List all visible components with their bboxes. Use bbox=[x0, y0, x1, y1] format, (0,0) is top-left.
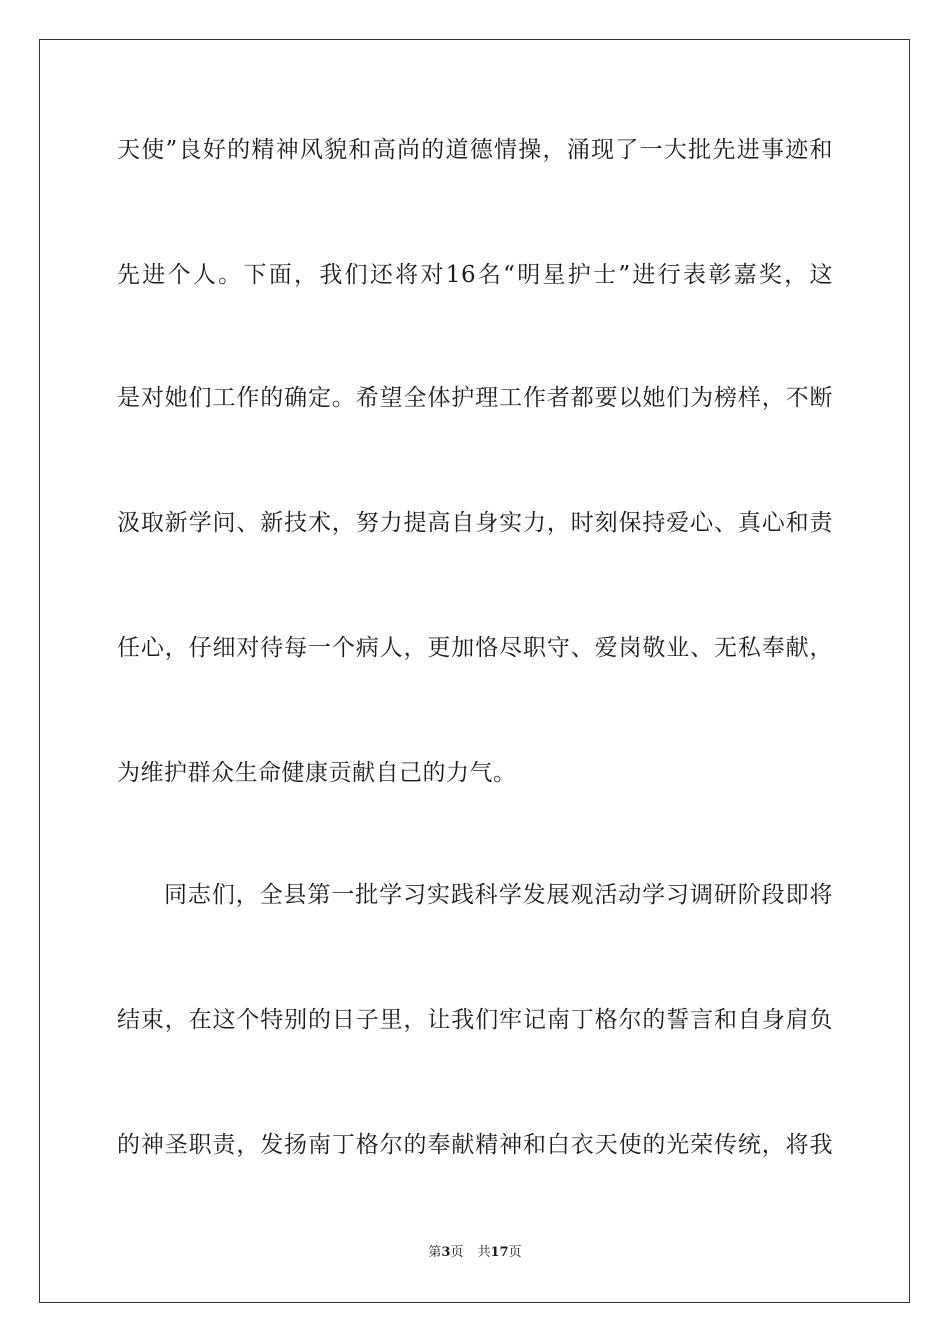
body-text-line-8: 结束，在这个特别的日子里，让我们牢记南丁格尔的誓言和自身肩负 bbox=[117, 1007, 833, 1033]
body-text-line-2: 先进个人。下面，我们还将对16名“明星护士”进行表彰嘉奖，这 bbox=[117, 262, 833, 288]
total-pages: 17 bbox=[490, 1245, 509, 1260]
body-text-line-5: 任心，仔细对待每一个病人，更加恪尽职守、爱岗敬业、无私奉献， bbox=[117, 635, 833, 661]
total-suffix: 页 bbox=[508, 1245, 522, 1260]
page-footer bbox=[0, 1244, 950, 1262]
page-frame bbox=[39, 39, 910, 1303]
body-text-line-3: 是对她们工作的确定。希望全体护理工作者都要以她们为榜样，不断 bbox=[117, 385, 833, 411]
body-text-line-7: 同志们，全县第一批学习实践科学发展观活动学习调研阶段即将 bbox=[164, 882, 833, 908]
body-text-line-6: 为维护群众生命健康贡献自己的力气。 bbox=[117, 760, 517, 786]
page-prefix: 第 bbox=[428, 1245, 442, 1260]
body-text-line-1: 天使”良好的精神风貌和高尚的道德情操，涌现了一大批先进事迹和 bbox=[117, 137, 833, 163]
body-text-line-4: 汲取新学问、新技术，努力提高自身实力，时刻保持爱心、真心和责 bbox=[117, 510, 833, 536]
body-text-line-9: 的神圣职责，发扬南丁格尔的奉献精神和白衣天使的光荣传统，将我 bbox=[117, 1132, 833, 1158]
page-suffix: 页 bbox=[450, 1245, 464, 1260]
total-prefix: 共 bbox=[477, 1245, 491, 1260]
page-number: 3 bbox=[441, 1245, 451, 1260]
